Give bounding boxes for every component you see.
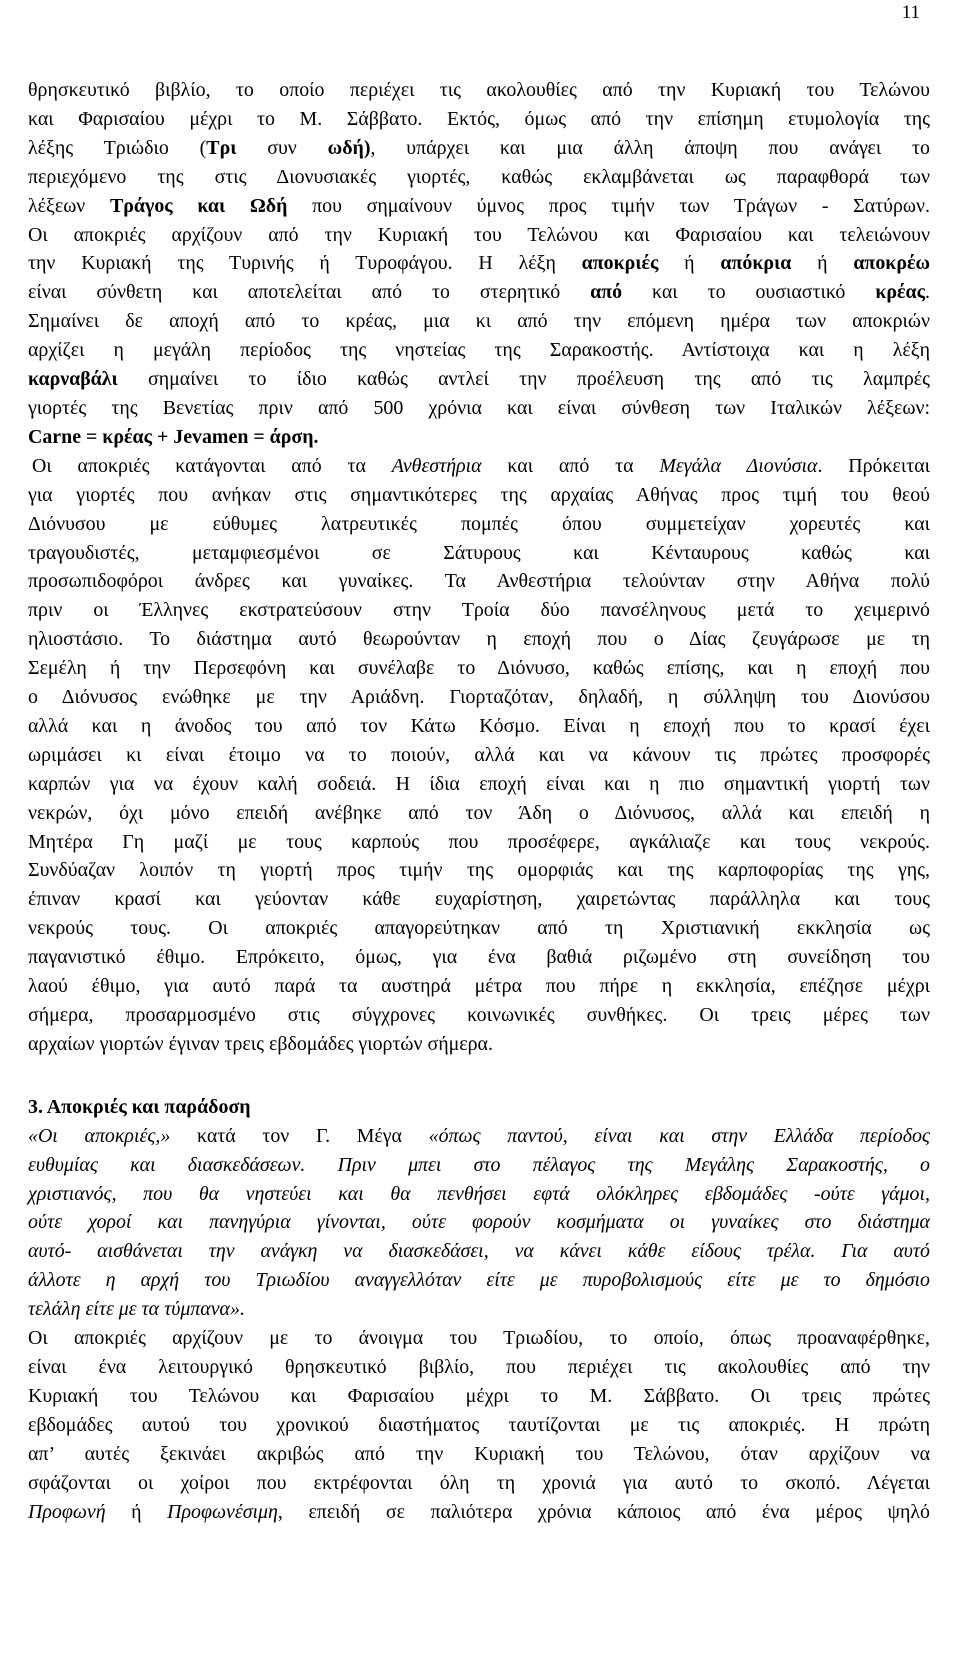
bold-text: Τράγος και Ωδή <box>110 194 288 217</box>
bold-text: Τρι <box>206 136 237 159</box>
bold-text: απόκρια <box>720 252 792 275</box>
text-run: Σημαίνει δε αποχή από το κρέας, μια κι από την επόμενη ημέρα των αποκριών <box>28 310 930 333</box>
text-run: Οι αποκριές κατάγονται από τα <box>32 454 392 477</box>
text-run: ηλιοστάσιο. Το διάστημα αυτό θεωρούνταν η εποχή που ο Δίας ζευγάρωσε με τη <box>28 628 930 651</box>
text-line <box>28 856 930 885</box>
text-line <box>28 1498 930 1527</box>
text-run: . <box>925 281 930 304</box>
text-line <box>28 972 930 1001</box>
text-line <box>28 307 930 336</box>
text-line <box>28 192 930 221</box>
text-line <box>28 1180 930 1209</box>
section-heading: 3. Αποκριές και παράδοση <box>28 1095 251 1118</box>
text-line <box>28 249 930 278</box>
text-run: Συνδύαζαν λοιπόν τη γιορτή προς τιμήν της ομορφιάς και της καρποφορίας της γης, <box>28 859 930 882</box>
text-line <box>28 1001 930 1030</box>
body-text <box>28 76 930 1526</box>
text-line <box>28 654 930 683</box>
text-run: , επειδή σε παλιότερα χρόνια κάποιος από ένα μέρος ψηλό <box>277 1500 930 1523</box>
text-run: σημαίνει το ίδιο καθώς αντλεί την προέλευση της από τις λαμπρές <box>117 368 930 391</box>
text-line <box>28 1266 930 1295</box>
text-run: σφάζονται οι χοίροι που εκτρέφονται όλη τη χρονιά για αυτό το σκοπό. Λέγεται <box>28 1471 930 1494</box>
text-line <box>28 1237 930 1266</box>
text-line <box>28 596 930 625</box>
text-line <box>28 278 930 307</box>
text-run: αρχαίων γιορτών έγιναν τρεις εβδομάδες γιορτών σήμερα. <box>28 1032 493 1055</box>
page-number: 11 <box>901 2 920 23</box>
text-line <box>28 1353 930 1382</box>
paragraphs-bottom <box>28 1122 930 1527</box>
text-line <box>28 1151 930 1180</box>
text-line <box>28 625 930 654</box>
text-run: . Πρόκειται <box>817 454 930 477</box>
text-run: ή <box>105 1500 168 1523</box>
italic-text: άλλοτε η αρχή του Τριωδίου αναγγελλόταν είτε με πυροβολισμούς είτε με το δημόσιο <box>28 1269 930 1292</box>
bold-text: κρέας <box>875 281 926 304</box>
text-run: νεκρούς τους. Οι αποκριές απαγορεύτηκαν από τη Χριστιανική εκκλησία ως <box>28 917 930 940</box>
text-run: λέξης Τριώδιο ( <box>28 136 207 159</box>
text-run: συν <box>236 136 328 159</box>
italic-text: χριστιανός, που θα νηστεύει και θα πενθήσει εφτά ολόκληρες εβδομάδες -ούτε γάμοι, <box>28 1182 930 1205</box>
text-line <box>28 539 930 568</box>
text-line <box>28 134 930 163</box>
text-line <box>28 567 930 596</box>
text-line <box>28 481 930 510</box>
italic-text: «όπως παντού, είναι και στην Ελλάδα περίοδος <box>428 1124 930 1147</box>
text-line <box>28 163 930 192</box>
text-line <box>28 1295 930 1324</box>
text-run: που σημαίνουν ύμνος προς τιμήν των Τράγων - Σατύρων. <box>287 194 930 217</box>
text-run: προσωπιδοφόροι άνδρες και γυναίκες. Τα Ανθεστήρια τελούνταν στην Αθήνα πολύ <box>28 570 930 593</box>
text-line <box>28 943 930 972</box>
text-line <box>28 105 930 134</box>
text-line <box>28 1382 930 1411</box>
text-run: και από τα <box>481 454 660 477</box>
text-run: λέξεων <box>28 194 111 217</box>
text-line <box>28 221 930 250</box>
text-run: καρπών για να έχουν καλή σοδειά. Η ίδια εποχή είναι και η πιο σημαντική γιορτή των <box>28 772 930 795</box>
italic-text: ούτε χοροί και πανηγύρια γίνονται, ούτε φορούν κοσμήματα οι γυναίκες στο διάστημα <box>28 1211 930 1234</box>
text-run: Οι αποκριές αρχίζουν από την Κυριακή του Τελώνου και Φαρισαίου και τελειώνουν <box>28 223 930 246</box>
text-line <box>28 770 930 799</box>
text-run: σήμερα, προσαρμοσμένο στις σύγχρονες κοινωνικές συνθήκες. Οι τρεις μέρες των <box>28 1004 930 1026</box>
text-run: ωριμάσει κι είναι έτοιμο να το ποιούν, αλλά και να κάνουν τις πρώτες προσφορές <box>28 743 930 766</box>
text-line <box>28 365 930 394</box>
bold-text: Carne = κρέας + Jevamen = άρση. <box>28 425 319 448</box>
text-line <box>28 885 930 914</box>
text-run: έπιναν κρασί και γεύονταν κάθε ευχαρίστηση, χαιρετώντας παράλληλα και τους <box>28 888 930 911</box>
text-line <box>28 683 930 712</box>
text-run: γιορτές της Βενετίας πριν από 500 χρόνια και είναι σύνθεση των Ιταλικών λέξεων: <box>28 396 930 419</box>
text-line <box>28 1324 930 1353</box>
text-run: ο Διόνυσος ενώθηκε με την Αριάδνη. Γιορταζόταν, δηλαδή, η σύλληψη του Διονύσου <box>28 686 930 709</box>
blank-line <box>28 1059 930 1076</box>
text-line <box>28 914 930 943</box>
italic-text: «Οι αποκριές,» <box>28 1124 171 1147</box>
text-run: Μητέρα Γη μαζί με τους καρπούς που προσέφερε, αγκάλιαζε και τους νεκρούς. <box>28 830 930 853</box>
italic-text: ευθυμίας και διασκεδάσεων. Πριν μπει στο πέλαγος της Μεγάλης Σαρακοστής, ο <box>28 1153 930 1176</box>
text-run: για γιορτές που ανήκαν στις σημαντικότερες της αρχαίας Αθήνας προς τιμή του θεού <box>28 483 930 506</box>
text-run: και Φαρισαίου μέχρι το Μ. Σάββατο. Εκτός, όμως από την επίσημη ετυμολογία της <box>28 107 930 130</box>
text-run: νεκρών, όχι μόνο επειδή ανέβηκε από τον Άδη ο Διόνυσος, αλλά και επειδή η <box>28 801 930 824</box>
text-line <box>28 336 930 365</box>
text-run: εβδομάδες αυτού του χρονικού διαστήματος ταυτίζονται με τις αποκριές. Η πρώτη <box>28 1413 930 1436</box>
text-line <box>28 1440 930 1469</box>
italic-text: αυτό- αισθάνεται την ανάγκη να διασκεδάσει, να κάνει κάθε είδους τρέλα. Για αυτό <box>28 1240 930 1263</box>
text-run: λαού έθιμο, για αυτό παρά τα αυστηρά μέτρα που πήρε η εκκλησία, επέζησε μέχρι <box>28 975 930 998</box>
italic-text: τελάλη είτε με τα τύμπανα». <box>28 1298 245 1321</box>
text-run: τραγουδιστές, μεταμφιεσμένοι σε Σάτυρους και Κένταυρους καθώς και <box>28 541 930 564</box>
bold-text: αποκρέω <box>853 252 930 275</box>
text-run: ή <box>658 252 721 275</box>
text-run: ή <box>791 252 854 275</box>
text-line <box>28 423 930 452</box>
text-run: θρησκευτικό βιβλίο, το οποίο περιέχει τις ακολουθίες από την Κυριακή του Τελώνου <box>28 79 930 101</box>
text-run: αρχίζει η μεγάλη περίοδος της νηστείας της Σαρακοστής. Αντίστοιχα και η λέξη <box>28 339 930 362</box>
text-line <box>28 452 930 481</box>
text-run: πριν οι Έλληνες εκστρατεύσουν στην Τροία δύο πανσέληνους μετά το χειμερινό <box>28 599 930 622</box>
bold-text: ωδή) <box>327 136 371 159</box>
text-run: αλλά και η άνοδος του από τον Κάτω Κόσμο. Είναι η εποχή που το κρασί έχει <box>28 714 930 737</box>
text-run: Σεμέλη ή την Περσεφόνη και συνέλαβε το Διόνυσο, καθώς επίσης, και η εποχή που <box>28 657 930 680</box>
text-run: περιεχόμενο της στις Διονυσιακές γιορτές, καθώς εκλαμβάνεται ως παραφθορά των <box>28 165 930 188</box>
italic-text: Ανθεστήρια <box>391 454 482 477</box>
italic-text: Μεγάλα Διονύσια <box>659 454 818 477</box>
text-run: είναι ένα λειτουργικό θρησκευτικό βιβλίο, που περιέχει τις ακολουθίες από την <box>28 1355 930 1378</box>
paragraphs-top <box>28 76 930 1059</box>
text-run: Οι αποκριές αρχίζουν με το άνοιγμα του Τριωδίου, το οποίο, όπως προαναφέρθηκε, <box>28 1327 930 1350</box>
text-line <box>28 828 930 857</box>
bold-text: καρναβάλι <box>28 368 118 391</box>
text-line <box>28 741 930 770</box>
text-line <box>28 1469 930 1498</box>
text-run: παγανιστικό έθιμο. Επρόκειτο, όμως, για ένα βαθιά ριζωμένο στη συνείδηση του <box>28 946 930 969</box>
text-line <box>28 1122 930 1151</box>
text-line <box>28 1030 930 1059</box>
text-run: είναι σύνθετη και αποτελείται από το στερητικό <box>28 281 591 304</box>
text-line <box>28 1411 930 1440</box>
text-run: την Κυριακή της Τυρινής ή Τυροφάγου. Η λέξη <box>28 252 582 275</box>
bold-text: από <box>590 281 623 304</box>
text-line <box>28 1208 930 1237</box>
text-run: Κυριακή του Τελώνου και Φαρισαίου μέχρι το Μ. Σάββατο. Οι τρεις πρώτες <box>28 1384 930 1407</box>
text-run: και το ουσιαστικό <box>622 281 876 304</box>
text-run: απ’ αυτές ξεκινάει ακριβώς από την Κυριακή του Τελώνου, όταν αρχίζουν να <box>28 1442 930 1465</box>
text-run: , υπάρχει και μια άλλη άποψη που ανάγει το <box>370 136 930 159</box>
text-run: Διόνυσου με εύθυμες λατρευτικές πομπές όπου συμμετείχαν χορευτές και <box>28 512 930 535</box>
text-line <box>28 712 930 741</box>
text-line <box>28 394 930 423</box>
italic-text: Προφωνέσιμη <box>167 1500 278 1523</box>
bold-text: αποκριές <box>581 252 659 275</box>
text-line <box>28 76 930 105</box>
italic-text: Προφωνή <box>28 1500 106 1523</box>
text-line <box>28 799 930 828</box>
text-run: κατά τον Γ. Μέγα <box>170 1124 429 1147</box>
text-line <box>28 510 930 539</box>
